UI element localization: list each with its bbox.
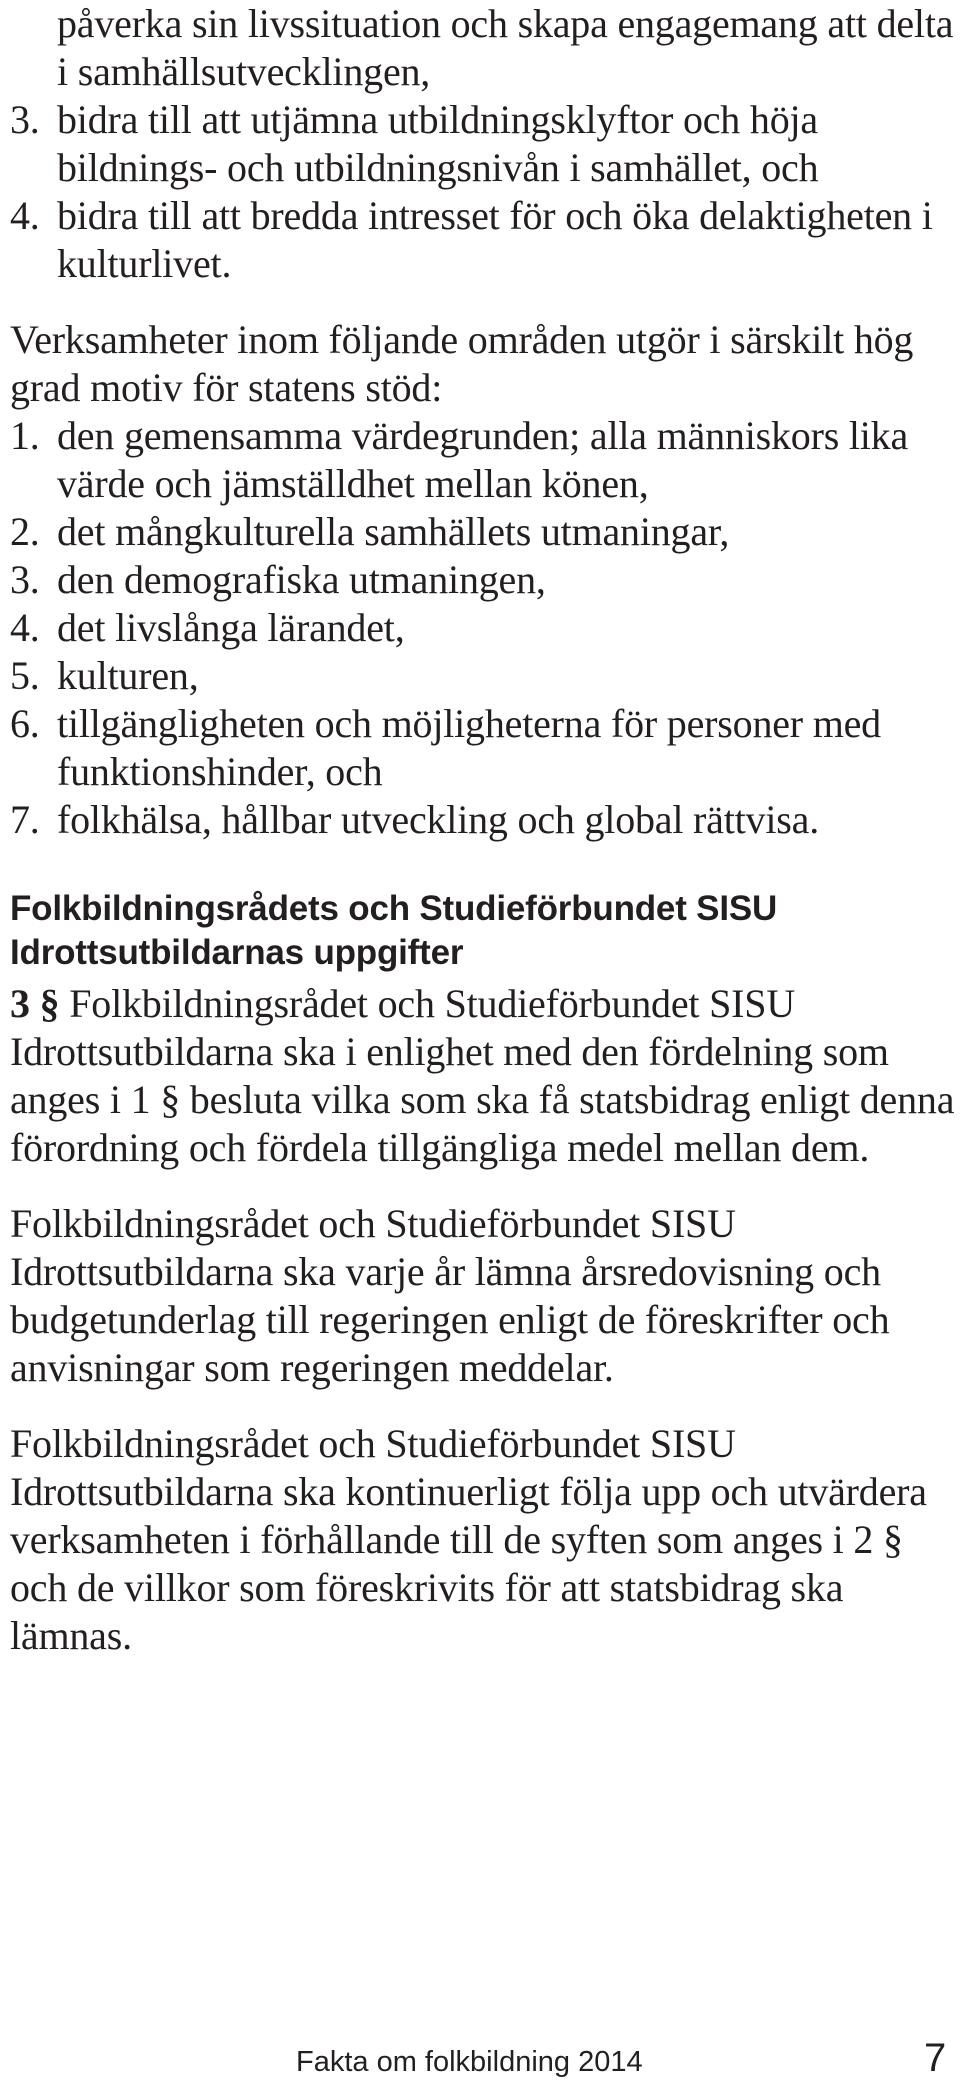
page-body [10, 0, 955, 1660]
list-item-number: 3. [10, 557, 40, 602]
paragraph-text: Folkbildningsrådet och Studieförbundet SISU Idrottsutbildarna ska i enlighet med den fördelning som anges i 1 § besluta vilka som ska få statsbidrag enligt denna förordning och fördela tillgängliga medel mellan dem. [10, 981, 955, 1170]
page-number: 7 [924, 2036, 947, 2080]
list-item [10, 652, 955, 700]
list-item-text: tillgängligheten och möjligheterna för personer med funktionshinder, och [57, 701, 881, 794]
list-item-number: 1. [10, 413, 40, 458]
list-item-text: den gemensamma värdegrunden; alla människors lika värde och jämställdhet mellan könen, [57, 413, 909, 506]
motives-list [10, 412, 955, 844]
list-item-text: det mångkulturella samhällets utmaningar, [57, 509, 730, 554]
section-heading: Folkbildningsrådets och Studieförbundet SISU Idrottsutbildarnas uppgifter [10, 889, 778, 972]
list-item [10, 96, 955, 192]
list-item-number: 3. [10, 97, 40, 142]
list-item-text: det livslånga lärandet, [57, 605, 405, 650]
list-item-number: 2. [10, 509, 40, 554]
list-item-text: bidra till att utjämna utbildningsklyftor och höja bildnings- och utbildningsnivån i samhället, och [57, 97, 819, 190]
list-item-text: kulturen, [57, 653, 199, 698]
footer-publication-title: Fakta om folkbildning 2014 [296, 2046, 643, 2078]
paragraph-evaluation: Folkbildningsrådet och Studieförbundet SISU Idrottsutbildarna ska kontinuerligt följa upp och utvärdera verksamheten i förhållande till de syften som anges i 2 § och de villkor som föreskrivits för att statsbidrag ska lämnas. [10, 1421, 927, 1658]
list-item [10, 192, 955, 288]
list-item-2-continuation: påverka sin livssituation och skapa engagemang att delta i samhällsutvecklingen, [57, 1, 954, 94]
list-item [10, 556, 955, 604]
list-item-number: 4. [10, 193, 40, 238]
list-item [10, 508, 955, 556]
list-item-number: 6. [10, 701, 40, 746]
paragraph-3-section [10, 980, 955, 1172]
list-item-text: bidra till att bredda intresset för och öka delaktigheten i kulturlivet. [57, 193, 933, 286]
list-item [10, 412, 955, 508]
list-item-text: den demografiska utmaningen, [57, 557, 546, 602]
list-item-number: 5. [10, 653, 40, 698]
list-item [10, 604, 955, 652]
paragraph-reporting: Folkbildningsrådet och Studieförbundet SISU Idrottsutbildarna ska varje år lämna årsredovisning och budgetunderlag till regeringen enligt de föreskrifter och anvisningar som regeringen meddelar. [10, 1201, 890, 1390]
list-item-number: 7. [10, 797, 40, 842]
list-item-number: 4. [10, 605, 40, 650]
list-item [10, 796, 955, 844]
motives-intro: Verksamheter inom följande områden utgör i särskilt hög grad motiv för statens stöd: [10, 317, 914, 410]
list-item [10, 700, 955, 796]
section-marker: 3 § [10, 981, 60, 1026]
goals-list [10, 96, 955, 288]
list-item-text: folkhälsa, hållbar utveckling och global rättvisa. [57, 797, 819, 842]
